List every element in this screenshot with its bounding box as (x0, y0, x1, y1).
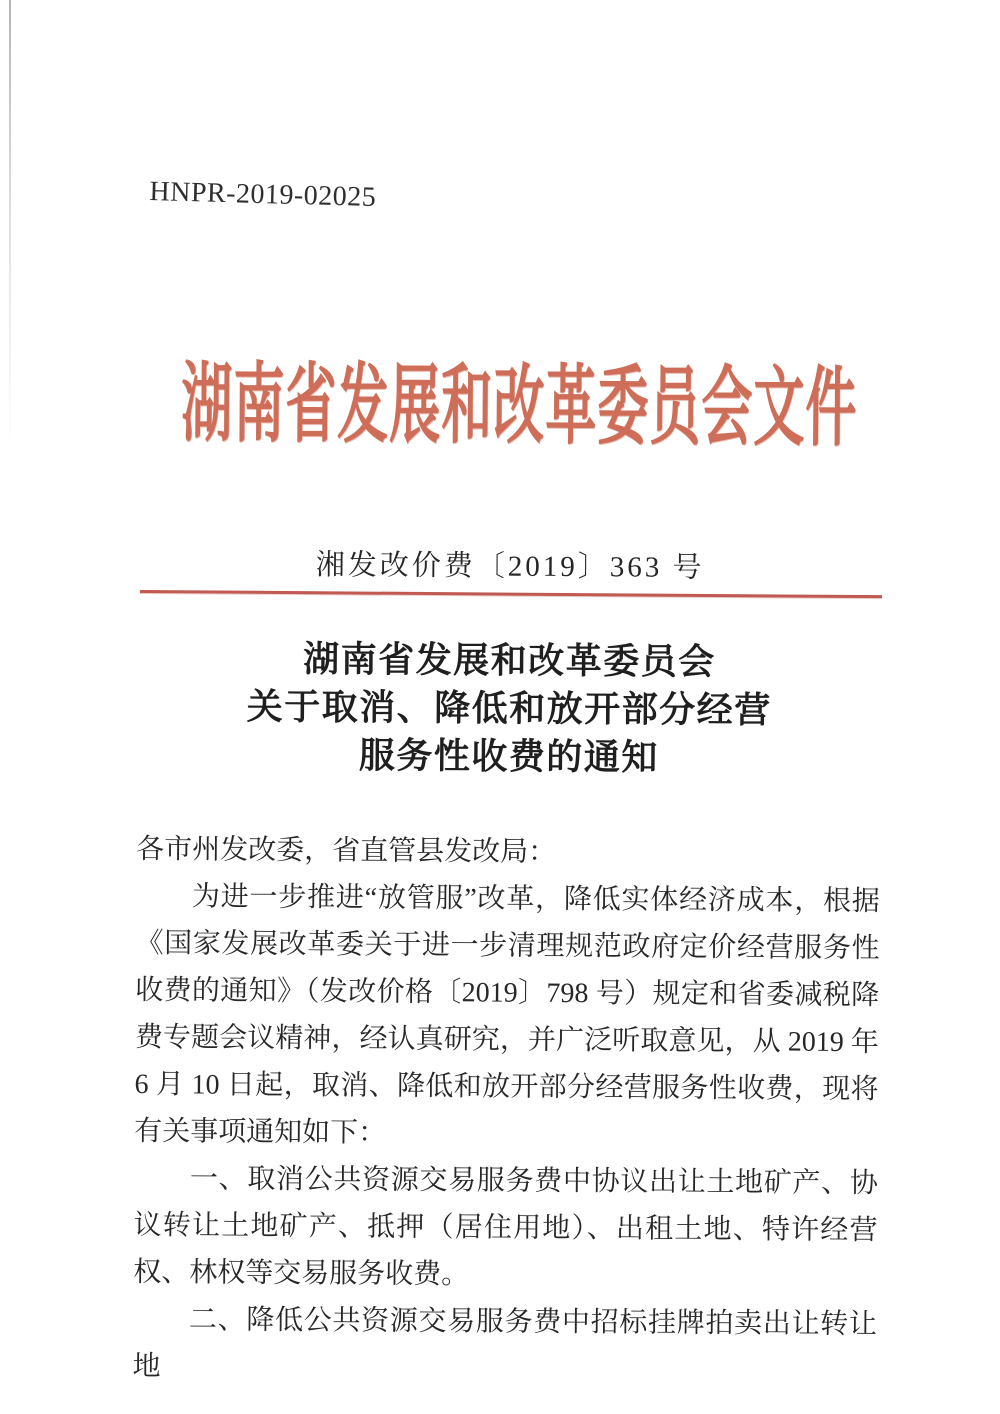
issue-number: 湘发改价费〔2019〕363 号 (315, 549, 705, 584)
body-paragraph-intro: 为进一步推进“放管服”改革，降低实体经济成本，根据《国家发展改革委关于进一步清理规范政府定价经营服务性收费的通知》（发改价格〔2019〕798 号）规定和省委减税降费专题会议精神，经认真研究，并广泛听取意见，从 2019 年 6 月 10 日起，取消、降低和放开部分经营服务性收费，现将有关事项通知如下： (134, 881, 880, 1149)
document-title-line-3: 服务性收费的通知 (358, 735, 659, 778)
body-paragraph-item-2: 二、降低公共资源交易服务费中招标挂牌拍卖出让转让地 (132, 1304, 878, 1383)
registration-code: HNPR-2019-02025 (149, 176, 377, 213)
body-paragraph-item-1: 一、取消公共资源交易服务费中协议出让土地矿产、协议转让土地矿产、抵押（居住用地）、出租土地、特许经营权、林权等交易服务收费。 (133, 1163, 878, 1291)
document-title-line-2: 关于取消、降低和放开部分经营 (246, 686, 772, 731)
red-separator-rule (140, 590, 882, 598)
salutation-line: 各市州发改委，省直管县发改局： (136, 833, 557, 868)
document-title (139, 634, 880, 783)
agency-banner-title: 湖南省发展和改革委员会文件 (180, 358, 858, 459)
document-title-line-1: 湖南省发展和改革委员会 (303, 639, 716, 683)
document-body (132, 826, 880, 1395)
